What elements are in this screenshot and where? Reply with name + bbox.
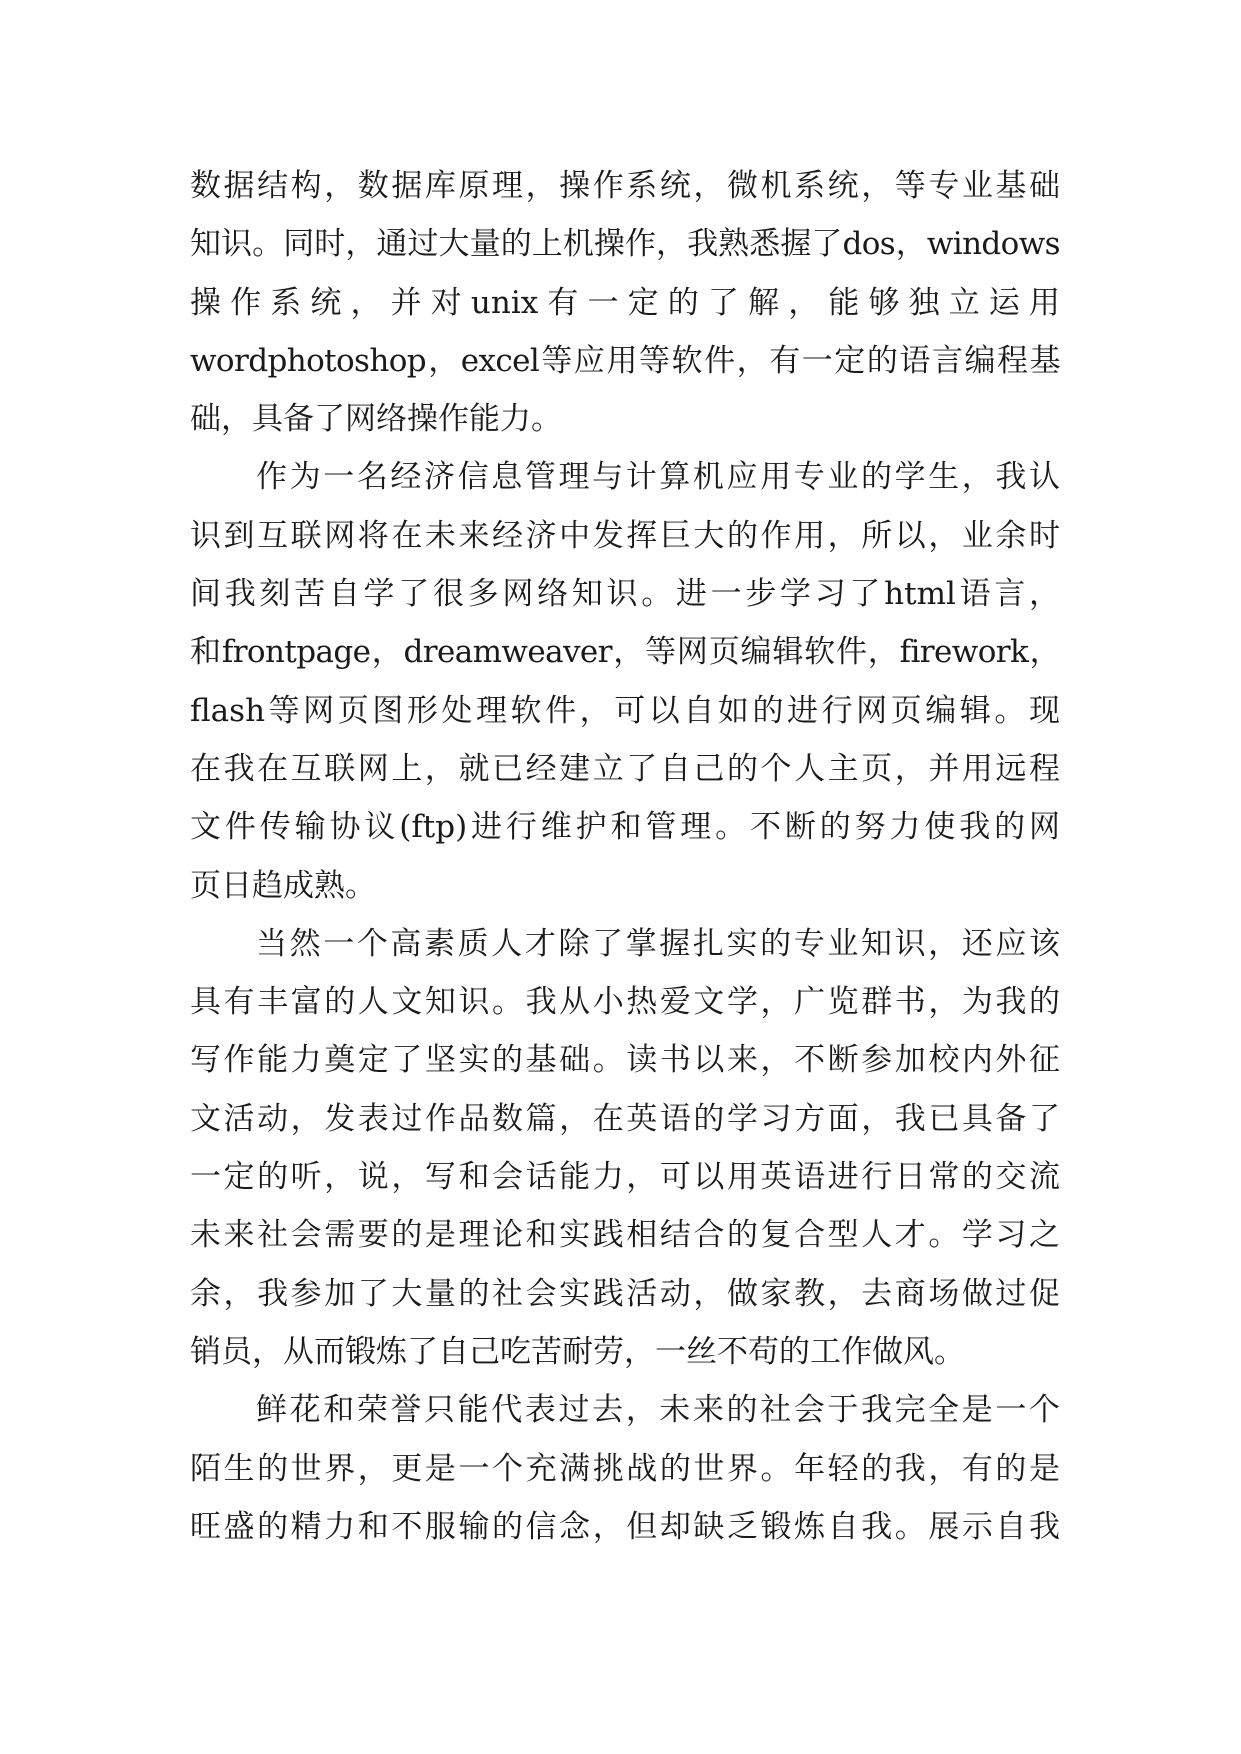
text-line: 具有丰富的人文知识。我从小热爱文学，广览群书，为我的 bbox=[190, 984, 1060, 1021]
text-line: wordphotoshop，excel等应用等软件，有一定的语言编程基 bbox=[190, 342, 1060, 379]
text-line: 识到互联网将在未来经济中发挥巨大的作用，所以，业余时 bbox=[190, 517, 1060, 554]
text-line: 写作能力奠定了坚实的基础。读书以来，不断参加校内外征 bbox=[190, 1042, 1060, 1079]
text-line: 文件传输协议(ftp)进行维护和管理。不断的努力使我的网 bbox=[190, 809, 1060, 846]
text-line: 和frontpage，dreamweaver，等网页编辑软件，firework， bbox=[190, 634, 1060, 671]
text-line: 知识。同时，通过大量的上机操作，我熟悉握了dos，windows bbox=[190, 226, 1060, 263]
text-line: 销员，从而锻炼了自己吃苦耐劳，一丝不苟的工作做风。 bbox=[190, 1333, 965, 1370]
text-line: flash等网页图形处理软件，可以自如的进行网页编辑。现 bbox=[190, 692, 1060, 729]
text-line: 未来社会需要的是理论和实践相结合的复合型人才。学习之 bbox=[190, 1217, 1060, 1254]
text-line: 础，具备了网络操作能力。 bbox=[190, 401, 562, 438]
text-line: 旺盛的精力和不服输的信念，但却缺乏锻炼自我。展示自我 bbox=[190, 1508, 1060, 1545]
text-line: 页日趋成熟。 bbox=[190, 867, 376, 904]
text-line: 数据结构，数据库原理，操作系统，微机系统，等专业基础 bbox=[190, 168, 1060, 204]
text-line: 陌生的世界，更是一个充满挑战的世界。年轻的我，有的是 bbox=[190, 1450, 1060, 1487]
text-line: 文活动，发表过作品数篇，在英语的学习方面，我已具备了 bbox=[190, 1100, 1060, 1137]
body-text bbox=[190, 157, 1060, 1556]
text-line: 在我在互联网上，就已经建立了自己的个人主页，并用远程 bbox=[190, 750, 1060, 787]
text-line: 一定的听，说，写和会话能力，可以用英语进行日常的交流 bbox=[190, 1159, 1060, 1196]
text-line: 余，我参加了大量的社会实践活动，做家教，去商场做过促 bbox=[190, 1275, 1060, 1312]
paragraph-first-line: 作为一名经济信息管理与计算机应用专业的学生，我认 bbox=[256, 459, 1060, 496]
paragraph-first-line: 当然一个高素质人才除了掌握扎实的专业知识，还应该 bbox=[256, 925, 1060, 962]
text-line: 操作系统，并对unix有一定的了解，能够独立运用 bbox=[190, 284, 1060, 321]
text-line: 间我刻苦自学了很多网络知识。进一步学习了html语言， bbox=[190, 576, 1060, 613]
paragraph-first-line: 鲜花和荣誉只能代表过去，未来的社会于我完全是一个 bbox=[256, 1392, 1060, 1429]
